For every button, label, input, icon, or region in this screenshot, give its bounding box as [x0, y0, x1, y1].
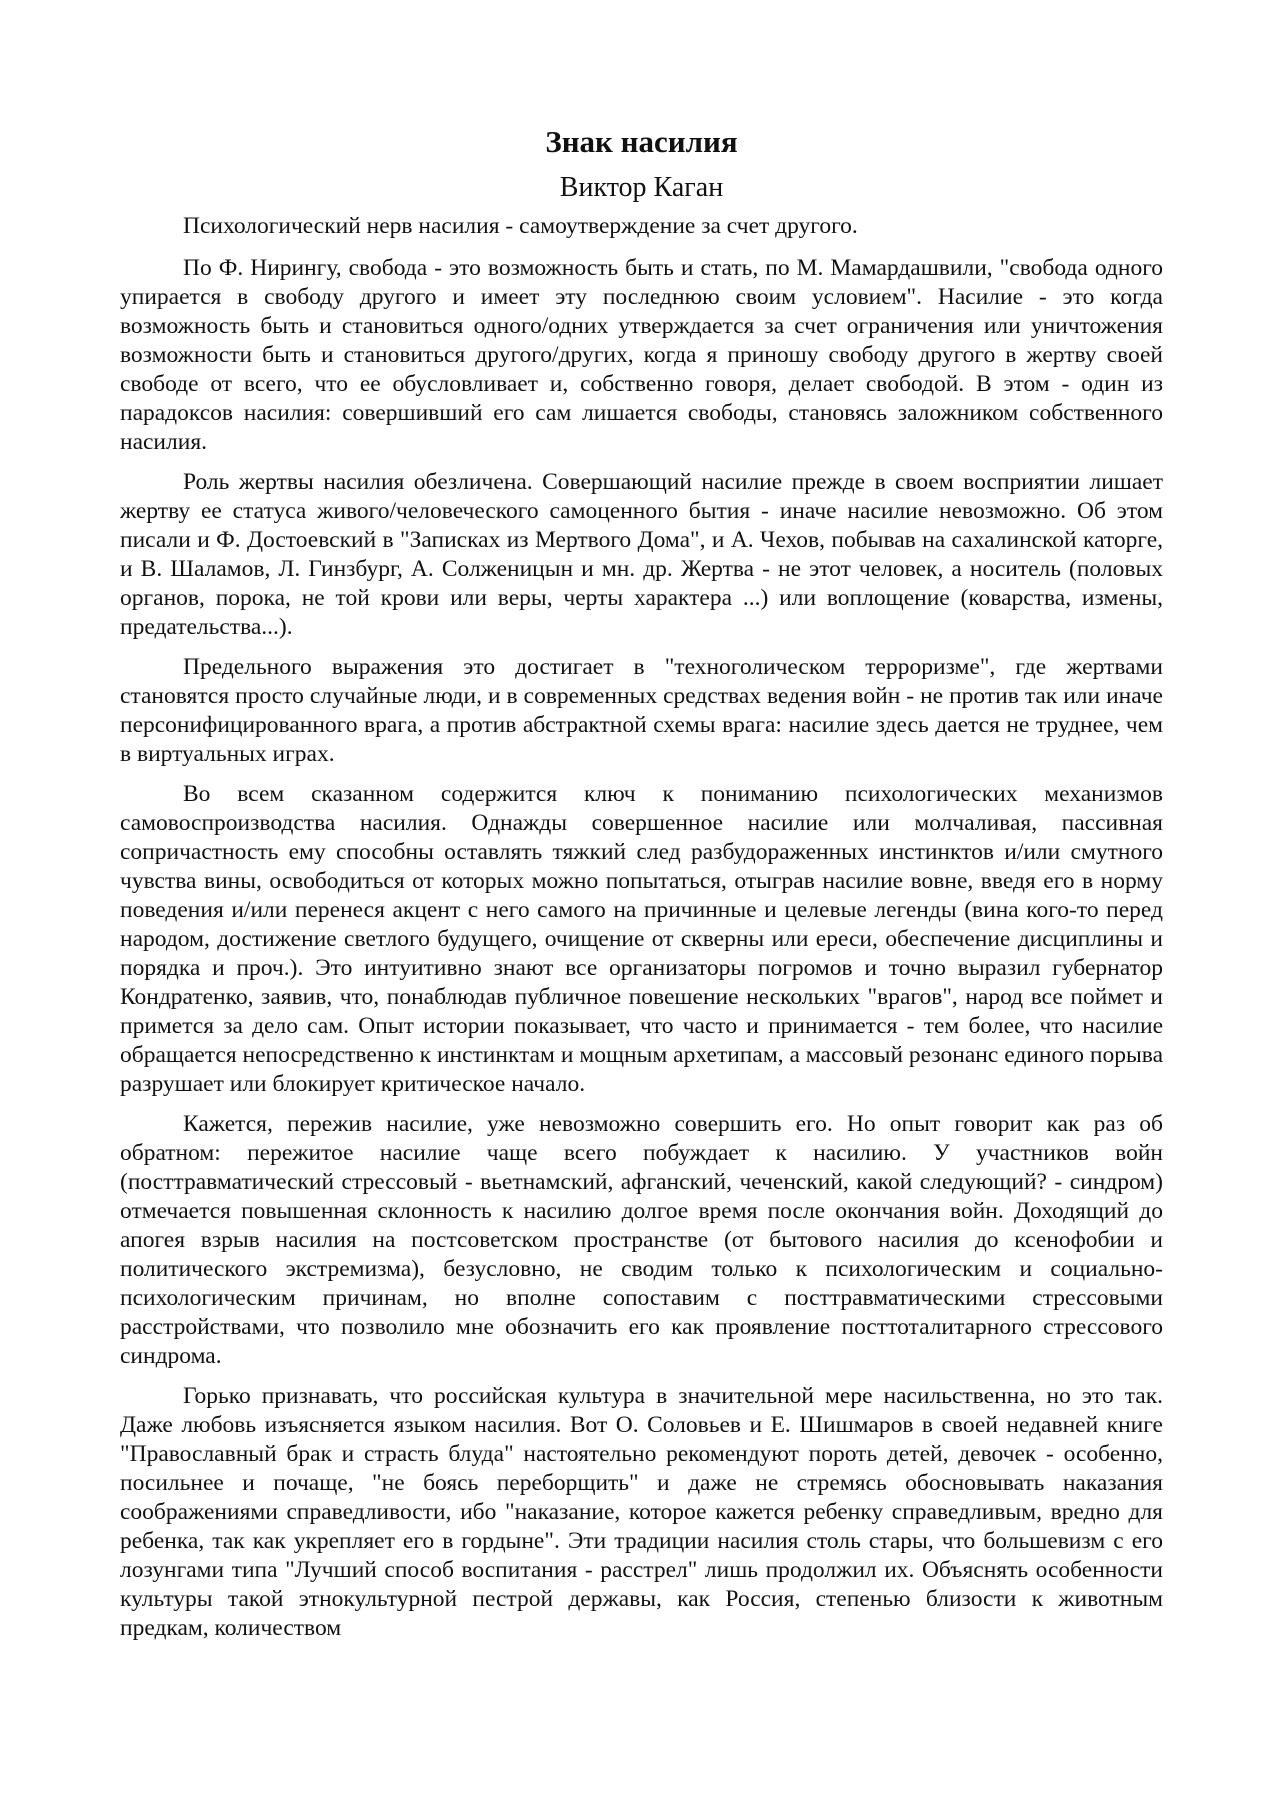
document-body — [120, 120, 1163, 1654]
paragraph-3: Роль жертвы насилия обезличена. Совершающий насилие прежде в своем восприятии лишает жертву ее статуса живого/человеческого самоценного бытия - иначе насилие невозможно. Об этом писали и Ф. Достоевский в "Записках из Мертвого Дома", и А. Чехов, побывав на сахалинской каторге, и В. Шаламов, Л. Гинзбург, А. Солженицын и мн. др. Жертва - не этот человек, а носитель (половых органов, порока, не той крови или веры, черты характера ...) или воплощение (коварства, измены, предательства...). — [120, 469, 1163, 640]
paragraph-6: Кажется, пережив насилие, уже невозможно совершить его. Но опыт говорит как раз об обратном: пережитое насилие чаще всего побуждает к насилию. У участников войн (посттравматический стрессовый - вьетнамский, афганский, чеченский, какой следующий? - синдром) отмечается повышенная склонность к насилию долгое время после окончания войн. Доходящий до апогея взрыв насилия на постсоветском пространстве (от бытового насилия до ксенофобии и политического экстремизма), безусловно, не сводим только к психологическим и социально-психологическим причинам, но вполне сопоставим с посттравматическими стрессовыми расстройствами, что позволило мне обозначить его как проявление посттоталитарного стрессового синдрома. — [120, 1111, 1163, 1369]
paragraph-7: Горько признавать, что российская культура в значительной мере насильственна, но это так. Даже любовь изъясняется языком насилия. Вот О. Соловьев и Е. Шишмаров в своей недавней книге "Православный брак и страсть блуда" настоятельно рекомендуют пороть детей, девочек - особенно, посильнее и почаще, "не боясь переборщить" и даже не стремясь обосновывать наказания соображениями справедливости, ибо "наказание, которое кажется ребенку справедливым, вредно для ребенка, так как укрепляет его в гордыне". Эти традиции насилия столь стары, что большевизм с его лозунгами типа "Лучший способ воспитания - расстрел" лишь продолжил их. Объяснять особенности культуры такой этнокультурной пестрой державы, как Россия, степенью близости к животным предкам, количеством — [120, 1383, 1163, 1641]
document-title: Знак насилия — [545, 124, 738, 159]
paragraph-4: Предельного выражения это достигает в "техноголическом терроризме", где жертвами становятся просто случайные люди, и в современных средствах ведения войн - не против так или иначе персонифицированного врага, а против абстрактной схемы врага: насилие здесь дается не труднее, чем в виртуальных играх. — [120, 654, 1163, 767]
paragraph-1: Психологический нерв насилия - самоутверждение за счет другого. — [183, 213, 858, 239]
document-author: Виктор Каган — [559, 172, 724, 203]
paragraph-2: По Ф. Нирингу, свобода - это возможность быть и стать, по М. Мамардашвили, "свобода одного упирается в свободу другого и имеет эту последнюю своим условием". Насилие - это когда возможность быть и становиться одного/одних утверждается за счет ограничения или уничтожения возможности быть и становиться другого/других, когда я приношу свободу другого в жертву своей свободе от всего, что ее обусловливает и, собственно говоря, делает свободой. В этом - один из парадоксов насилия: совершивший его сам лишается свободы, становясь заложником собственного насилия. — [120, 255, 1163, 455]
paragraph-5: Во всем сказанном содержится ключ к пониманию психологических механизмов самовоспроизводства насилия. Однажды совершенное насилие или молчаливая, пассивная сопричастность ему способны оставлять тяжкий след разбудораженных инстинктов и/или смутного чувства вины, освободиться от которых можно попытаться, отыграв насилие вовне, введя его в норму поведения и/или перенеся акцент с него самого на причинные и целевые легенды (вина кого-то перед народом, достижение светлого будущего, очищение от скверны или ереси, обеспечение дисциплины и порядка и проч.). Это интуитивно знают все организаторы погромов и точно выразил губернатор Кондратенко, заявив, что, понаблюдав публичное повешение нескольких "врагов", народ все поймет и примется за дело сам. Опыт истории показывает, что часто и принимается - тем более, что насилие обращается непосредственно к инстинктам и мощным архетипам, а массовый резонанс единого порыва разрушает или блокирует критическое начало. — [120, 781, 1163, 1097]
